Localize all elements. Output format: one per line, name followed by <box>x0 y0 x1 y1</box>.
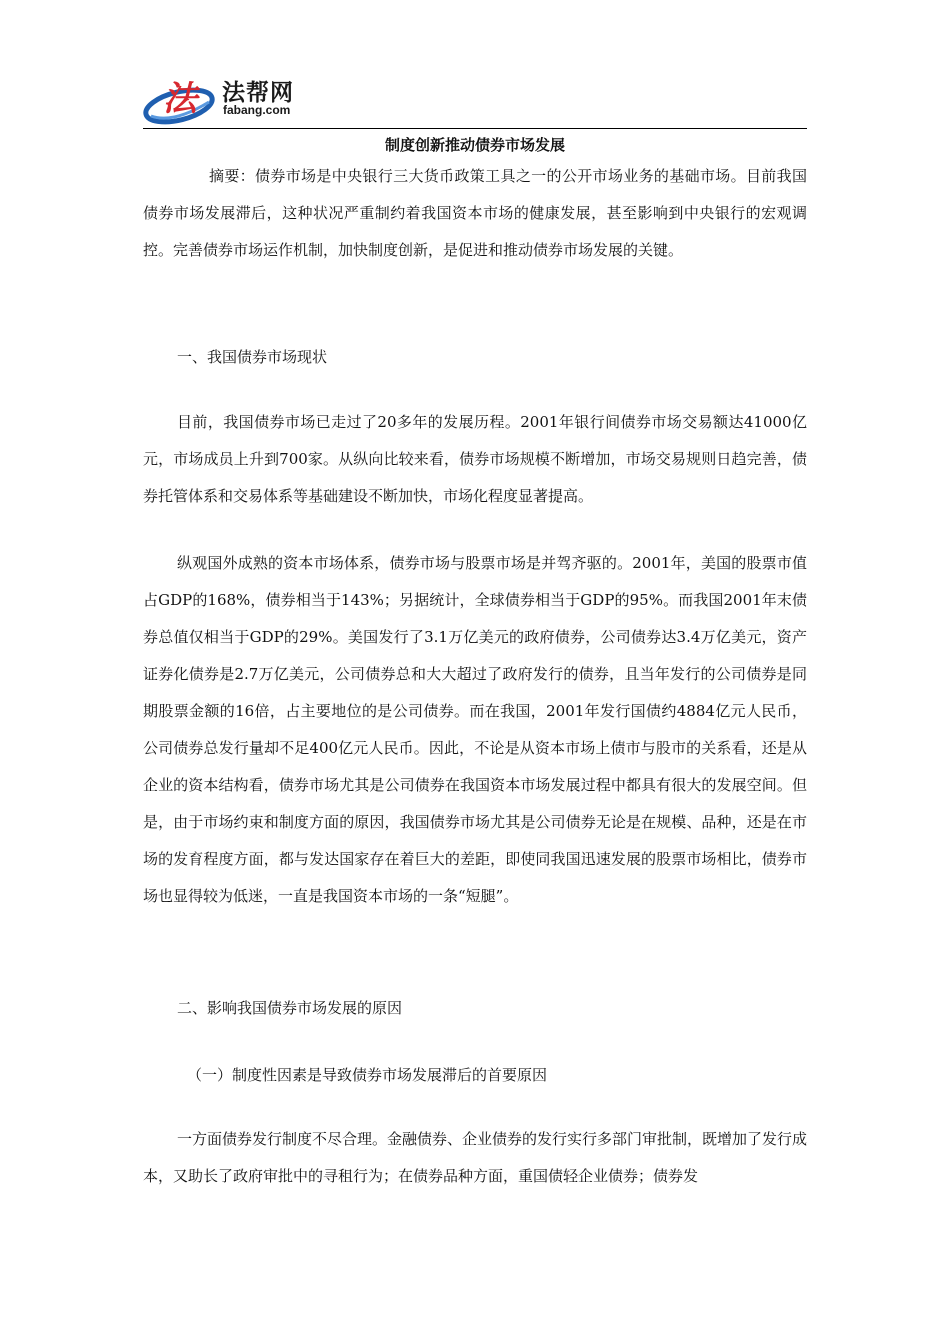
svg-text:法: 法 <box>163 79 197 119</box>
fabang-logo-icon <box>143 66 223 130</box>
brand-name-cn: 法帮网 <box>222 80 294 106</box>
body-paragraph-2: 纵观国外成熟的资本市场体系，债券市场与股票市场是并驾齐驱的。2001年，美国的股票市值占GDP的168%，债券相当于143%；另据统计，全球债券相当于GDP的95%。而我国2001年末债券总值仅相当于GDP的29%。美国发行了3.1万亿美元的政府债券，公司债券达3.4万亿美元，资产证券化债券是2.7万亿美元，公司债券总和大大超过了政府发行的债券，且当年发行的公司债券是同期股票金额的16倍，占主要地位的是公司债券。而在我国，2001年发行国债约4884亿元人民币，公司债券总发行量却不足400亿元人民币。因此，不论是从资本市场上债市与股市的关系看，还是从企业的资本结构看，债券市场尤其是公司债券在我国资本市场发展过程中都具有很大的发展空间。但是，由于市场约束和制度方面的原因，我国债券市场尤其是公司债券无论是在规模、品种，还是在市场的发育程度方面，都与发达国家存在着巨大的差距，即使同我国迅速发展的股票市场相比，债券市场也显得较为低迷，一直是我国资本市场的一条“短腿”。 <box>143 554 807 905</box>
subsection-heading-1: （一）制度性因素是导致债券市场发展滞后的首要原因 <box>187 1066 548 1084</box>
brand-domain: fabang.com <box>223 103 291 117</box>
document-title: 制度创新推动债券市场发展 <box>384 136 565 154</box>
body-paragraph-3: 一方面债券发行制度不尽合理。金融债券、企业债券的发行实行多部门审批制，既增加了发行成本，又助长了政府审批中的寻租行为；在债券品种方面，重国债轻企业债券；债券发 <box>143 1130 808 1185</box>
body-paragraph-1: 目前，我国债券市场已走过了20多年的发展历程。2001年银行间债券市场交易额达41000亿元，市场成员上升到700家。从纵向比较来看，债券市场规模不断增加，市场交易规则日趋完善，债券托管体系和交易体系等基础建设不断加快，市场化程度显著提高。 <box>143 413 807 505</box>
header-divider <box>143 128 807 129</box>
abstract-paragraph: 摘要：债券市场是中央银行三大货币政策工具之一的公开市场业务的基础市场。目前我国债券市场发展滞后，这种状况严重制约着我国资本市场的健康发展，甚至影响到中央银行的宏观调控。完善债券市场运作机制，加快制度创新，是促进和推动债券市场发展的关键。 <box>143 167 807 259</box>
section-heading-1: 一、我国债券市场现状 <box>177 348 328 366</box>
section-heading-2: 二、影响我国债券市场发展的原因 <box>177 999 403 1017</box>
site-logo[interactable] <box>143 66 363 130</box>
